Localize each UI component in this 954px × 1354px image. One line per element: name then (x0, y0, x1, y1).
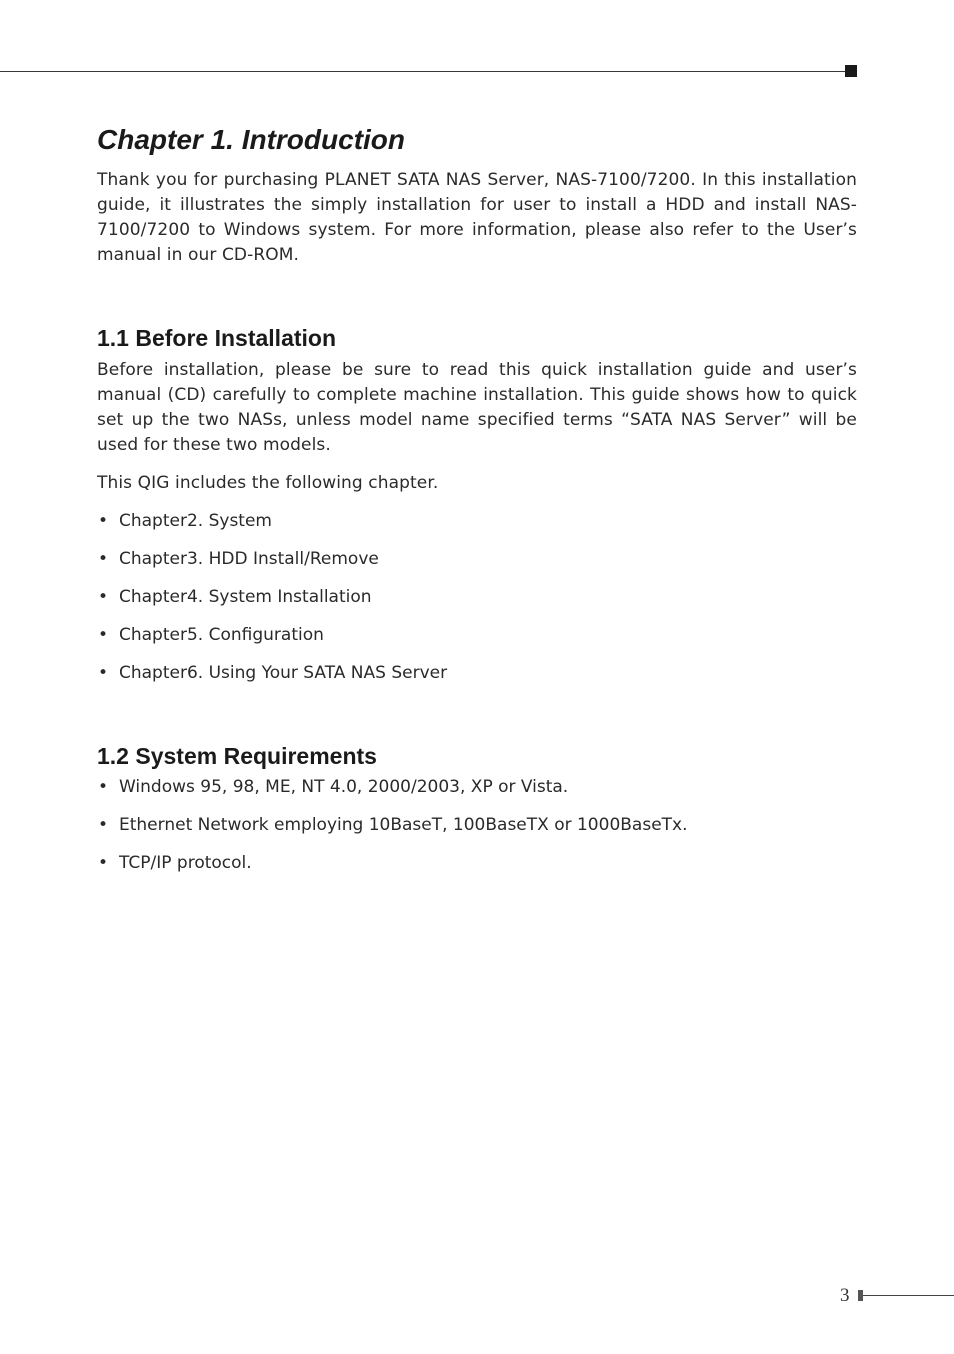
bullet-icon: • (98, 777, 109, 797)
list-item-text: Ethernet Network employing 10BaseT, 100BaseTX or 1000BaseTx. (119, 815, 688, 835)
list-item-text: Chapter6. Using Your SATA NAS Server (119, 663, 448, 683)
list-item (97, 661, 857, 686)
intro-paragraph: Thank you for purchasing PLANET SATA NAS Server, NAS-7100/7200. In this installation guide, it illustrates the simply installation for user to install a HDD and install NAS-7100/7200 to Windows system. For more information, please also refer to the User’s manual in our CD-ROM. (97, 170, 857, 265)
bullet-icon: • (98, 549, 109, 569)
bullet-icon: • (98, 587, 109, 607)
list-item-text: Chapter2. System (119, 511, 272, 531)
bullet-icon: • (98, 853, 109, 873)
footer-rule (863, 1295, 954, 1296)
list-item-text: Chapter3. HDD Install/Remove (119, 549, 379, 569)
list-item-text: Windows 95, 98, ME, NT 4.0, 2000/2003, XP or Vista. (119, 777, 569, 797)
list-item (97, 623, 857, 648)
bullet-icon: • (98, 815, 109, 835)
header-square-mark (845, 65, 857, 77)
chapter-list-intro: This QIG includes the following chapter. (97, 473, 439, 493)
chapter-title: Chapter 1. Introduction (97, 124, 405, 155)
list-item-text: TCP/IP protocol. (119, 853, 252, 873)
list-item (97, 775, 857, 800)
list-item-text: Chapter4. System Installation (119, 587, 372, 607)
bullet-icon: • (98, 511, 109, 531)
list-item (97, 851, 857, 876)
bullet-icon: • (98, 663, 109, 683)
page-content (97, 118, 857, 876)
page-number: 3 (840, 1285, 850, 1306)
list-item-text: Chapter5. Configuration (119, 625, 324, 645)
section-heading-system-requirements: 1.2 System Requirements (97, 743, 377, 769)
list-item (97, 585, 857, 610)
section-heading-before-installation: 1.1 Before Installation (97, 325, 337, 351)
requirements-list (97, 775, 857, 876)
list-item (97, 813, 857, 838)
list-item (97, 509, 857, 534)
bullet-icon: • (98, 625, 109, 645)
before-installation-paragraph: Before installation, please be sure to read this quick installation guide and user’s manual (CD) carefully to complete machine installation. This guide shows how to quick set up the two NASs, unless model name specified terms “SATA NAS Server” will be used for these two models. (97, 360, 857, 455)
list-item (97, 547, 857, 572)
header-rule (0, 71, 846, 72)
chapter-list (97, 509, 857, 686)
